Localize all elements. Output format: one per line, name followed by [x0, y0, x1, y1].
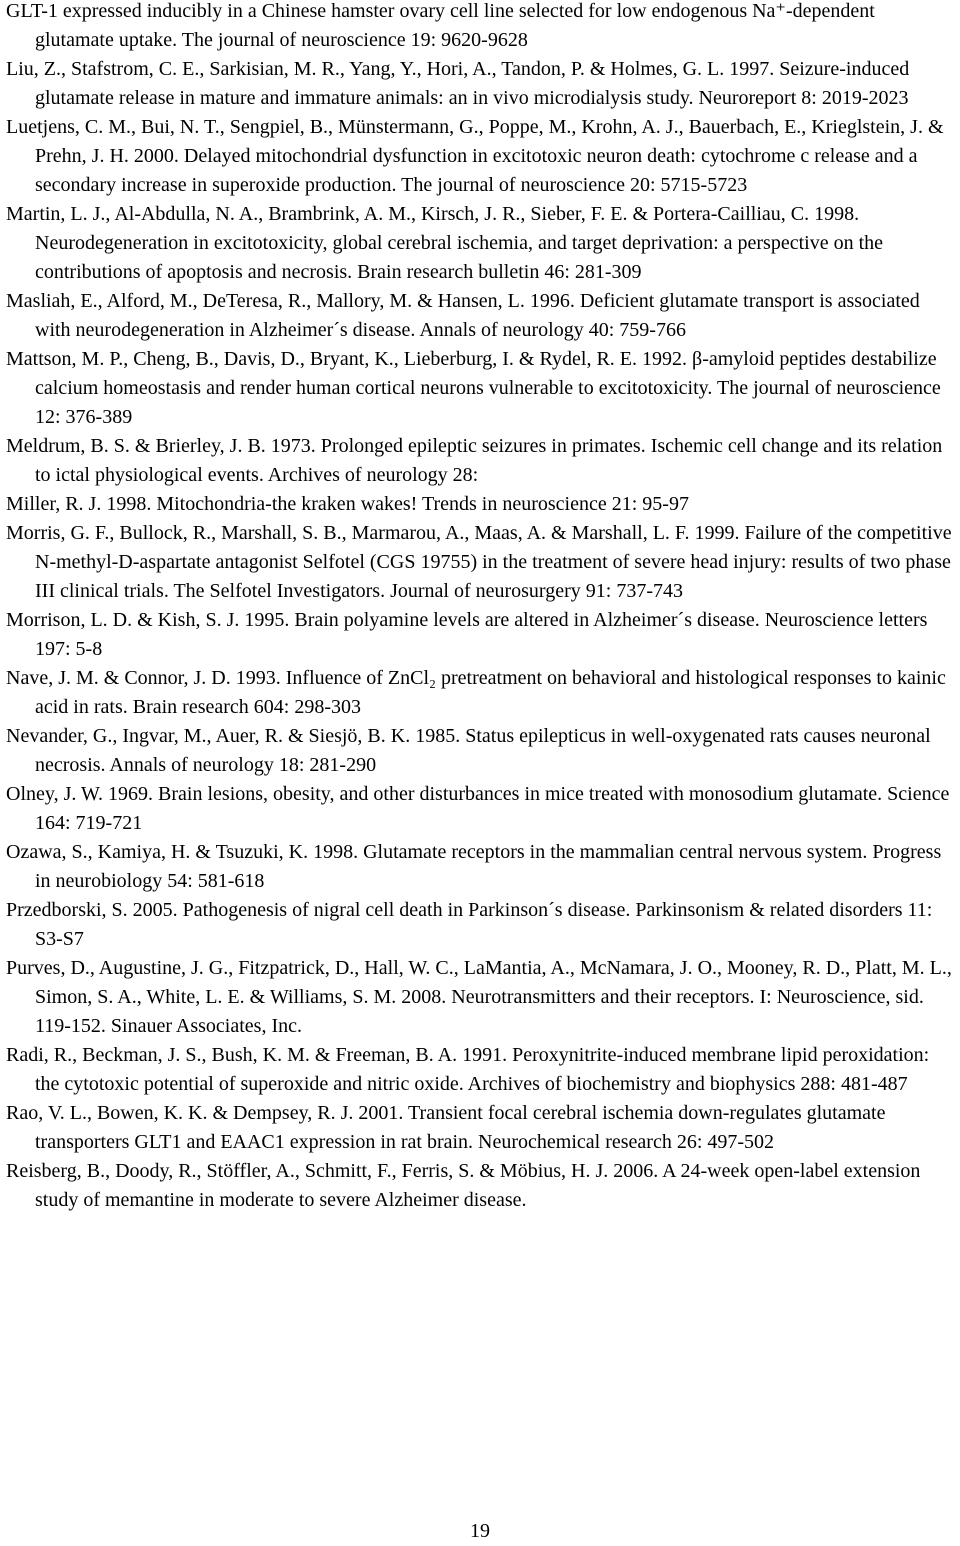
reference-entry: Luetjens, C. M., Bui, N. T., Sengpiel, B., Münstermann, G., Poppe, M., Krohn, A. J., Bauerbach, E., Krieglstein, J. & Prehn, J. H. 2000. Delayed mitochondrial dysfunction in excitotoxic neuron death: cytochrome c release and a secondary increase in superoxide production. The journal of neuroscience 20: 5715-5723 [6, 116, 944, 196]
reference-entry: Mattson, M. P., Cheng, B., Davis, D., Bryant, K., Lieberburg, I. & Rydel, R. E. 1992. β-amyloid peptides destabilize calcium homeostasis and render human cortical neurons vulnerable to excitotoxicity. The journal of neuroscience 12: 376-389 [6, 348, 941, 428]
reference-entry: Olney, J. W. 1969. Brain lesions, obesity, and other disturbances in mice treated with monosodium glutamate. Science 164: 719-721 [6, 783, 950, 834]
reference-entry: Rao, V. L., Bowen, K. K. & Dempsey, R. J. 2001. Transient focal cerebral ischemia down-regulates glutamate transporters GLT1 and EAAC1 expression in rat brain. Neurochemical research 26: 497-502 [6, 1102, 886, 1153]
reference-entry: Radi, R., Beckman, J. S., Bush, K. M. & Freeman, B. A. 1991. Peroxynitrite-induced membrane lipid peroxidation: the cytotoxic potential of superoxide and nitric oxide. Archives of biochemistry and biophysics 288: 481-487 [6, 1044, 930, 1095]
reference-entry: Ozawa, S., Kamiya, H. & Tsuzuki, K. 1998. Glutamate receptors in the mammalian central nervous system. Progress in neurobiology 54: 581-618 [6, 841, 942, 892]
reference-entry: Martin, L. J., Al-Abdulla, N. A., Brambrink, A. M., Kirsch, J. R., Sieber, F. E. & Portera-Cailliau, C. 1998. Neurodegeneration in excitotoxicity, global cerebral ischemia, and target deprivation: a perspective on the contributions of apoptosis and necrosis. Brain research bulletin 46: 281-309 [6, 203, 884, 283]
reference-entry: Morris, G. F., Bullock, R., Marshall, S. B., Marmarou, A., Maas, A. & Marshall, L. F. 1999. Failure of the competitive N-methyl-D-aspartate antagonist Selfotel (CGS 19755) in the treatment of severe head injury: results of two phase III clinical trials. The Selfotel Investigators. Journal of neurosurgery 91: 737-743 [6, 522, 952, 602]
reference-entry: Reisberg, B., Doody, R., Stöffler, A., Schmitt, F., Ferris, S. & Möbius, H. J. 2006. A 24-week open-label extension study of memantine in moderate to severe Alzheimer disease. [6, 1160, 921, 1211]
reference-entry: Meldrum, B. S. & Brierley, J. B. 1973. Prolonged epileptic seizures in primates. Ischemic cell change and its relation to ictal physiological events. Archives of neurology 28: [6, 435, 943, 486]
reference-list [6, 0, 956, 1215]
reference-entry: Nevander, G., Ingvar, M., Auer, R. & Siesjö, B. K. 1985. Status epilepticus in well-oxygenated rats causes neuronal necrosis. Annals of neurology 18: 281-290 [6, 725, 931, 776]
reference-entry: Morrison, L. D. & Kish, S. J. 1995. Brain polyamine levels are altered in Alzheimer´s disease. Neuroscience letters 197: 5-8 [6, 609, 928, 660]
reference-entry: Nave, J. M. & Connor, J. D. 1993. Influence of ZnCl₂ pretreatment on behavioral and histological responses to kainic acid in rats. Brain research 604: 298-303 [6, 667, 946, 718]
page-number: 19 [470, 1520, 490, 1542]
reference-entry: GLT-1 expressed inducibly in a Chinese hamster ovary cell line selected for low endogenous Na⁺-dependent glutamate uptake. The journal of neuroscience 19: 9620-9628 [6, 0, 875, 51]
reference-entry: Przedborski, S. 2005. Pathogenesis of nigral cell death in Parkinson´s disease. Parkinsonism & related disorders 11: S3-S7 [6, 899, 933, 950]
reference-entry: Purves, D., Augustine, J. G., Fitzpatrick, D., Hall, W. C., LaMantia, A., McNamara, J. O., Mooney, R. D., Platt, M. L., Simon, S. A., White, L. E. & Williams, S. M. 2008. Neurotransmitters and their receptors. I: Neuroscience, sid. 119-152. Sinauer Associates, Inc. [6, 957, 952, 1037]
reference-entry: Miller, R. J. 1998. Mitochondria-the kraken wakes! Trends in neuroscience 21: 95-97 [6, 493, 689, 515]
reference-entry: Masliah, E., Alford, M., DeTeresa, R., Mallory, M. & Hansen, L. 1996. Deficient glutamate transport is associated with neurodegeneration in Alzheimer´s disease. Annals of neurology 40: 759-766 [6, 290, 920, 341]
reference-entry: Liu, Z., Stafstrom, C. E., Sarkisian, M. R., Yang, Y., Hori, A., Tandon, P. & Holmes, G. L. 1997. Seizure-induced glutamate release in mature and immature animals: an in vivo microdialysis study. Neuroreport 8: 2019-2023 [6, 58, 910, 109]
